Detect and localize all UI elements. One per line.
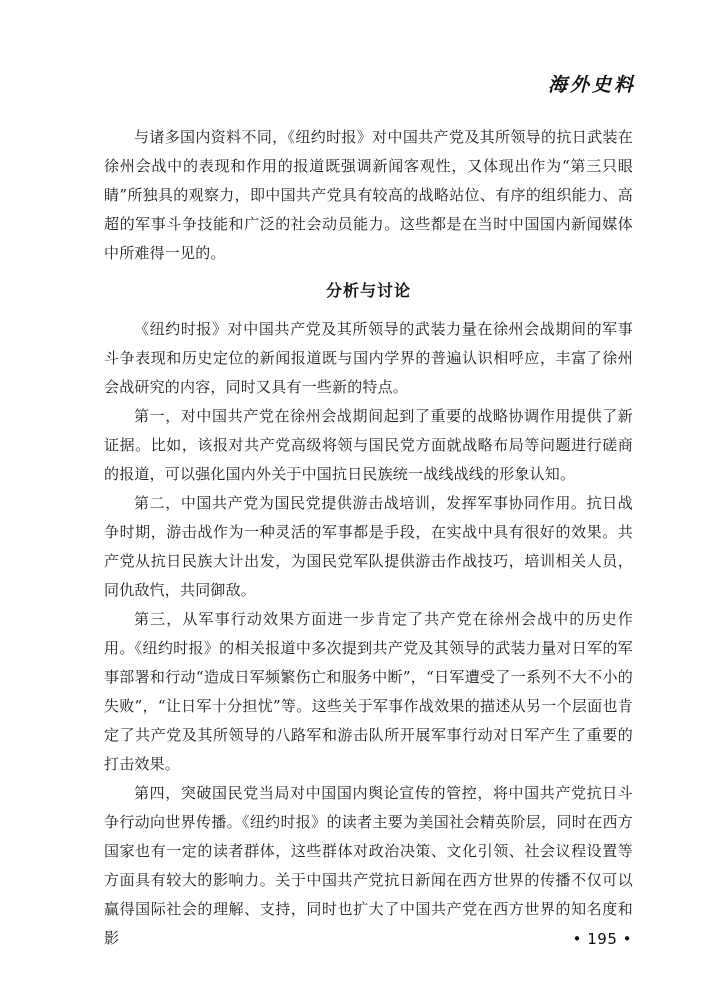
paragraph-intro: 与诸多国内资料不同，《纽约时报》对中国共产党及其所领导的抗日武装在徐州会战中的表现和作用的报道既强调新闻客观性，又体现出作为“第三只眼睛”所独具的观察力，即中国共产党具有较高的战略站位、有序的组织能力、高超的军事斗争技能和广泛的社会动员能力。这些都是在当时中国国内新闻媒体中所难得一见的。 <box>104 128 633 262</box>
section-heading: 分析与讨论 <box>325 281 411 300</box>
paragraph-point-two: 第二，中国共产党为国民党提供游击战培训，发挥军事协同作用。抗日战争时期，游击战作为一种灵活的军事都是手段，在实战中具有很好的效果。共产党从抗日民族大计出发，为国民党军队提供游击作战技巧，培训相关人员，同仇敌忾，共同御敌。 <box>104 494 633 599</box>
paragraph-point-one: 第一，对中国共产党在徐州会战期间起到了重要的战略协调作用提供了新证据。比如，该报对共产党高级将领与国民党方面就战略布局等问题进行磋商的报道，可以强化国内外关于中国抗日民族统一战线战线的形象认知。 <box>104 407 633 483</box>
running-head: 海外史料 <box>547 74 636 96</box>
body-text <box>104 123 633 953</box>
paragraph-analysis-overview: 《纽约时报》对中国共产党及其所领导的武装力量在徐州会战期间的军事斗争表现和历史定位的新闻报道既与国内学界的普遍认识相呼应，丰富了徐州会战研究的内容，同时又具有一些新的特点。 <box>104 320 633 396</box>
paragraph-point-four: 第四，突破国民党当局对中国国内舆论宣传的管控，将中国共产党抗日斗争行动向世界传播。《纽约时报》的读者主要为美国社会精英阶层，同时在西方国家也有一定的读者群体，这些群体对政治决策、文化引领、社会议程设置等方面具有较大的影响力。关于中国共产党抗日新闻在西方世界的传播不仅可以赢得国际社会的理解、支持，同时也扩大了中国共产党在西方世界的知名度和影 <box>104 784 633 947</box>
page-number: • 195 • <box>572 930 632 948</box>
paragraph-point-three: 第三，从军事行动效果方面进一步肯定了共产党在徐州会战中的历史作用。《纽约时报》的相关报道中多次提到共产党及其领导的武装力量对日军的军事部署和行动“造成日军频繁伤亡和服务中断”，“日军遭受了一系列不大不小的失败”，“让日军十分担忧”等。这些关于军事作战效果的描述从另一个层面也肯定了共产党及其所领导的八路军和游击队所开展军事行动对日军产生了重要的打击效果。 <box>104 610 633 773</box>
